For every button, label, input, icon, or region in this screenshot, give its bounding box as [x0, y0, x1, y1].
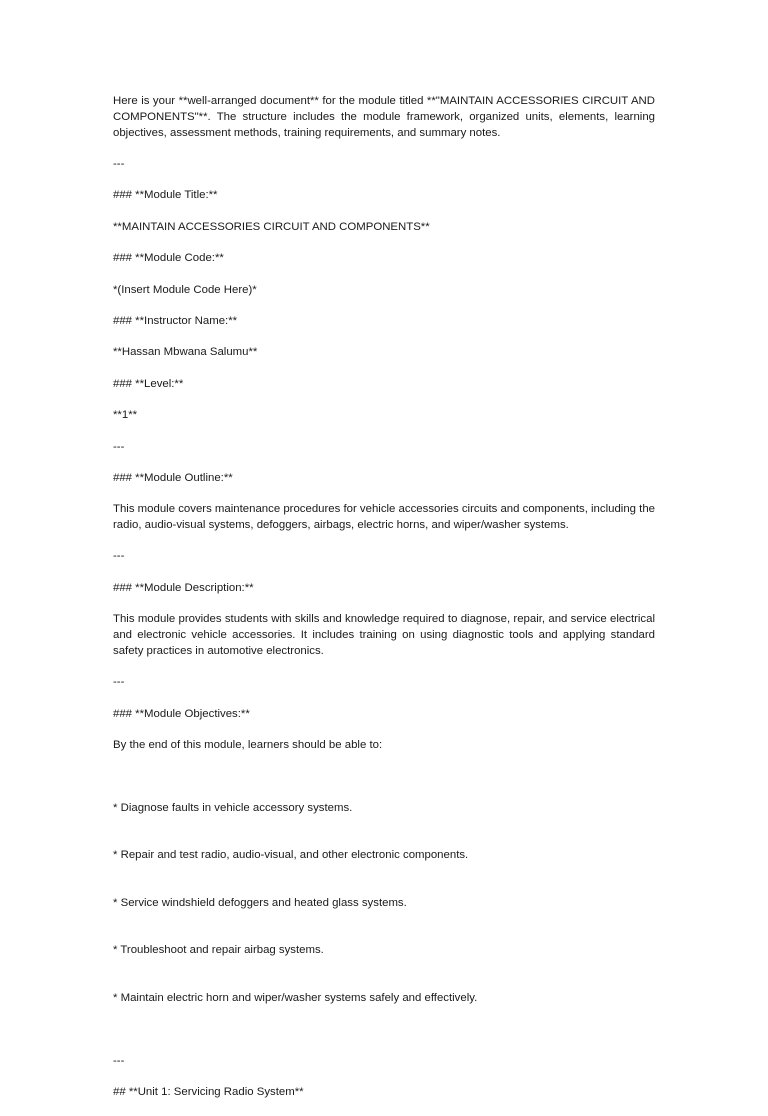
- level-value: **1**: [113, 409, 138, 422]
- separator: ---: [113, 550, 125, 563]
- list-item: * Repair and test radio, audio-visual, and other electronic components.: [113, 849, 469, 862]
- objectives-heading: ### **Module Objectives:**: [113, 707, 250, 720]
- list-item: * Maintain electric horn and wiper/washer systems safely and effectively.: [113, 991, 478, 1004]
- outline-paragraph: This module covers maintenance procedures for vehicle accessories circuits and components, including the radio, audio-visual systems, defoggers, airbags, electric horns, and wiper/washer systems.: [113, 503, 659, 532]
- level-heading: ### **Level:**: [113, 377, 184, 390]
- module-code-value: *(Insert Module Code Here)*: [113, 283, 257, 296]
- separator: ---: [113, 157, 125, 170]
- module-title-heading: ### **Module Title:**: [113, 189, 218, 202]
- document-page: [113, 94, 659, 1116]
- description-heading: ### **Module Description:**: [113, 581, 254, 594]
- description-paragraph: This module provides students with skills and knowledge required to diagnose, repair, and service electrical and electronic vehicle accessories. It includes training on using diagnostic tools and applying standard safety practices in automotive electronics.: [113, 613, 659, 657]
- separator: ---: [113, 676, 125, 689]
- module-code-heading: ### **Module Code:**: [113, 252, 224, 265]
- list-item: * Diagnose faults in vehicle accessory systems.: [113, 802, 353, 814]
- module-title-value: **MAINTAIN ACCESSORIES CIRCUIT AND COMPONENTS**: [113, 220, 430, 233]
- intro-paragraph: Here is your **well-arranged document** for the module titled **"MAINTAIN ACCESSORIES CIRCUIT AND COMPONENTS"**. The structure includes the module framework, organized units, elements, learning objectives, assessment methods, training requirements, and summary notes.: [113, 95, 659, 139]
- list-item: * Service windshield defoggers and heated glass systems.: [113, 896, 407, 909]
- instructor-value: **Hassan Mbwana Salumu**: [113, 346, 258, 359]
- outline-heading: ### **Module Outline:**: [113, 471, 233, 484]
- objectives-list: [113, 769, 655, 1038]
- list-item: * Troubleshoot and repair airbag systems.: [113, 944, 324, 957]
- objectives-intro: By the end of this module, learners should be able to:: [113, 739, 383, 752]
- separator: ---: [113, 440, 125, 453]
- separator: ---: [113, 1054, 125, 1067]
- unit1-heading: ## **Unit 1: Servicing Radio System**: [113, 1085, 304, 1098]
- instructor-heading: ### **Instructor Name:**: [113, 314, 238, 327]
